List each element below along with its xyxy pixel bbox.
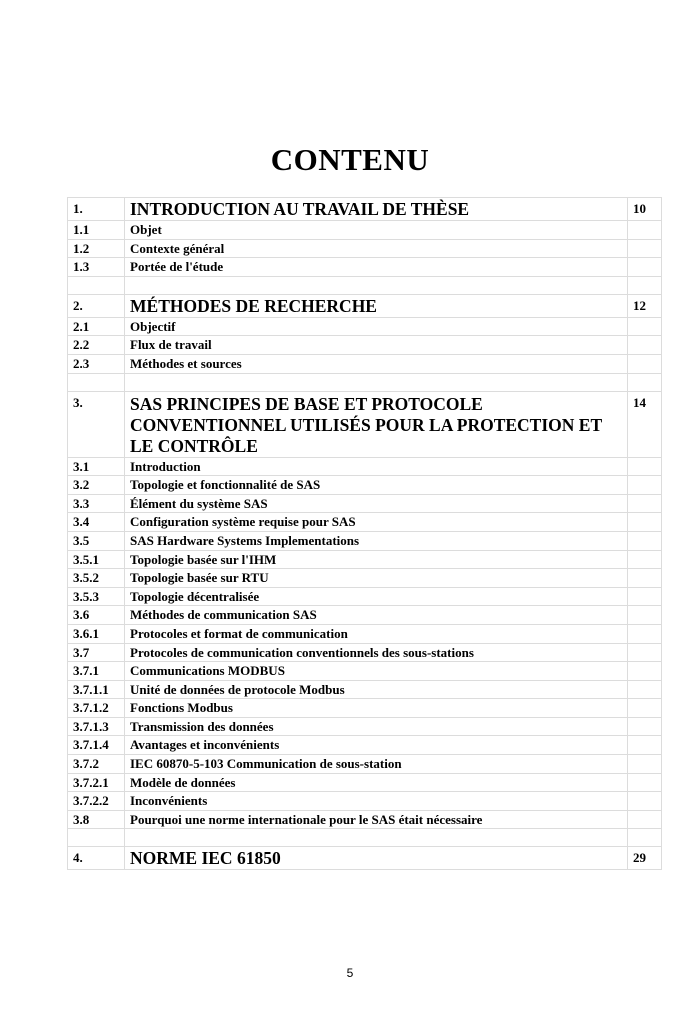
section-number: 1. <box>68 198 125 221</box>
toc-subsection-row <box>68 624 662 643</box>
toc-subsection-row <box>68 550 662 569</box>
subsection-title: SAS Hardware Systems Implementations <box>125 531 628 550</box>
subsection-number: 1.3 <box>68 258 125 277</box>
subsection-page <box>628 680 662 699</box>
subsection-page <box>628 221 662 240</box>
subsection-number: 3.5.2 <box>68 569 125 588</box>
spacer-cell <box>68 829 125 847</box>
subsection-title: Communications MODBUS <box>125 662 628 681</box>
subsection-page <box>628 587 662 606</box>
subsection-title: Configuration système requise pour SAS <box>125 513 628 532</box>
subsection-title: IEC 60870-5-103 Communication de sous-station <box>125 755 628 774</box>
table-of-contents <box>67 197 662 870</box>
toc-section-row <box>68 847 662 870</box>
section-page: 10 <box>628 198 662 221</box>
subsection-title: Portée de l'étude <box>125 258 628 277</box>
subsection-number: 3.8 <box>68 810 125 829</box>
subsection-title: Élément du système SAS <box>125 494 628 513</box>
subsection-title: Méthodes de communication SAS <box>125 606 628 625</box>
subsection-number: 3.7.2.1 <box>68 773 125 792</box>
subsection-title: Inconvénients <box>125 792 628 811</box>
subsection-title: Contexte général <box>125 239 628 258</box>
section-page: 14 <box>628 391 662 457</box>
toc-subsection-row <box>68 643 662 662</box>
subsection-number: 3.7.1.3 <box>68 717 125 736</box>
section-number: 3. <box>68 391 125 457</box>
spacer-cell <box>628 829 662 847</box>
subsection-number: 3.7 <box>68 643 125 662</box>
subsection-page <box>628 494 662 513</box>
section-title: SAS PRINCIPES DE BASE ET PROTOCOLE CONVENTIONNEL UTILISÉS POUR LA PROTECTION ET LE CONTRÔLE <box>125 391 628 457</box>
section-number: 4. <box>68 847 125 870</box>
toc-subsection-row <box>68 773 662 792</box>
subsection-title: Topologie décentralisée <box>125 587 628 606</box>
toc-subsection-row <box>68 457 662 476</box>
toc-subsection-row <box>68 531 662 550</box>
subsection-title: Introduction <box>125 457 628 476</box>
toc-subsection-row <box>68 569 662 588</box>
subsection-page <box>628 810 662 829</box>
subsection-page <box>628 513 662 532</box>
toc-section-row <box>68 198 662 221</box>
subsection-title: Topologie basée sur RTU <box>125 569 628 588</box>
section-title: INTRODUCTION AU TRAVAIL DE THÈSE <box>125 198 628 221</box>
subsection-title: Topologie et fonctionnalité de SAS <box>125 476 628 495</box>
subsection-title: Topologie basée sur l'IHM <box>125 550 628 569</box>
toc-subsection-row <box>68 717 662 736</box>
toc-subsection-row <box>68 736 662 755</box>
subsection-page <box>628 239 662 258</box>
toc-subsection-row <box>68 476 662 495</box>
subsection-number: 3.5.1 <box>68 550 125 569</box>
subsection-page <box>628 476 662 495</box>
spacer-cell <box>125 276 628 294</box>
subsection-page <box>628 773 662 792</box>
subsection-page <box>628 643 662 662</box>
subsection-title: Unité de données de protocole Modbus <box>125 680 628 699</box>
spacer-cell <box>628 276 662 294</box>
subsection-title: Fonctions Modbus <box>125 699 628 718</box>
subsection-page <box>628 755 662 774</box>
toc-subsection-row <box>68 680 662 699</box>
subsection-page <box>628 792 662 811</box>
toc-subsection-row <box>68 317 662 336</box>
spacer-cell <box>628 373 662 391</box>
toc-subsection-row <box>68 699 662 718</box>
subsection-page <box>628 624 662 643</box>
subsection-number: 3.7.2.2 <box>68 792 125 811</box>
subsection-title: Protocoles de communication conventionnels des sous-stations <box>125 643 628 662</box>
subsection-number: 1.2 <box>68 239 125 258</box>
subsection-page <box>628 317 662 336</box>
toc-subsection-row <box>68 258 662 277</box>
toc-spacer-row <box>68 829 662 847</box>
toc-section-row <box>68 391 662 457</box>
subsection-number: 3.7.2 <box>68 755 125 774</box>
subsection-number: 2.3 <box>68 354 125 373</box>
subsection-number: 3.7.1.2 <box>68 699 125 718</box>
toc-subsection-row <box>68 587 662 606</box>
subsection-title: Modèle de données <box>125 773 628 792</box>
subsection-page <box>628 550 662 569</box>
subsection-page <box>628 699 662 718</box>
spacer-cell <box>68 276 125 294</box>
subsection-number: 3.1 <box>68 457 125 476</box>
toc-section-row <box>68 294 662 317</box>
subsection-page <box>628 258 662 277</box>
subsection-number: 3.7.1.1 <box>68 680 125 699</box>
subsection-number: 1.1 <box>68 221 125 240</box>
subsection-number: 3.7.1.4 <box>68 736 125 755</box>
toc-subsection-row <box>68 354 662 373</box>
subsection-number: 3.6 <box>68 606 125 625</box>
subsection-number: 2.2 <box>68 336 125 355</box>
subsection-page <box>628 354 662 373</box>
subsection-title: Flux de travail <box>125 336 628 355</box>
section-page: 12 <box>628 294 662 317</box>
subsection-number: 3.7.1 <box>68 662 125 681</box>
subsection-number: 3.4 <box>68 513 125 532</box>
toc-subsection-row <box>68 336 662 355</box>
subsection-page <box>628 662 662 681</box>
toc-subsection-row <box>68 810 662 829</box>
toc-subsection-row <box>68 755 662 774</box>
subsection-title: Transmission des données <box>125 717 628 736</box>
page-title: CONTENU <box>270 142 430 177</box>
subsection-title: Protocoles et format de communication <box>125 624 628 643</box>
subsection-title: Objectif <box>125 317 628 336</box>
subsection-page <box>628 457 662 476</box>
subsection-page <box>628 569 662 588</box>
subsection-page <box>628 606 662 625</box>
subsection-title: Méthodes et sources <box>125 354 628 373</box>
subsection-page <box>628 717 662 736</box>
toc-spacer-row <box>68 373 662 391</box>
subsection-number: 3.5 <box>68 531 125 550</box>
page-number: 5 <box>346 966 354 980</box>
subsection-page <box>628 336 662 355</box>
toc-subsection-row <box>68 494 662 513</box>
subsection-number: 2.1 <box>68 317 125 336</box>
section-page: 29 <box>628 847 662 870</box>
subsection-number: 3.6.1 <box>68 624 125 643</box>
section-number: 2. <box>68 294 125 317</box>
section-title: MÉTHODES DE RECHERCHE <box>125 294 628 317</box>
toc-subsection-row <box>68 513 662 532</box>
spacer-cell <box>125 373 628 391</box>
toc-subsection-row <box>68 221 662 240</box>
toc-spacer-row <box>68 276 662 294</box>
subsection-page <box>628 531 662 550</box>
subsection-title: Avantages et inconvénients <box>125 736 628 755</box>
subsection-number: 3.3 <box>68 494 125 513</box>
section-title: NORME IEC 61850 <box>125 847 628 870</box>
subsection-number: 3.5.3 <box>68 587 125 606</box>
spacer-cell <box>68 373 125 391</box>
subsection-title: Objet <box>125 221 628 240</box>
toc-subsection-row <box>68 239 662 258</box>
toc-subsection-row <box>68 662 662 681</box>
spacer-cell <box>125 829 628 847</box>
subsection-number: 3.2 <box>68 476 125 495</box>
toc-subsection-row <box>68 792 662 811</box>
subsection-title: Pourquoi une norme internationale pour le SAS était nécessaire <box>125 810 628 829</box>
toc-subsection-row <box>68 606 662 625</box>
subsection-page <box>628 736 662 755</box>
